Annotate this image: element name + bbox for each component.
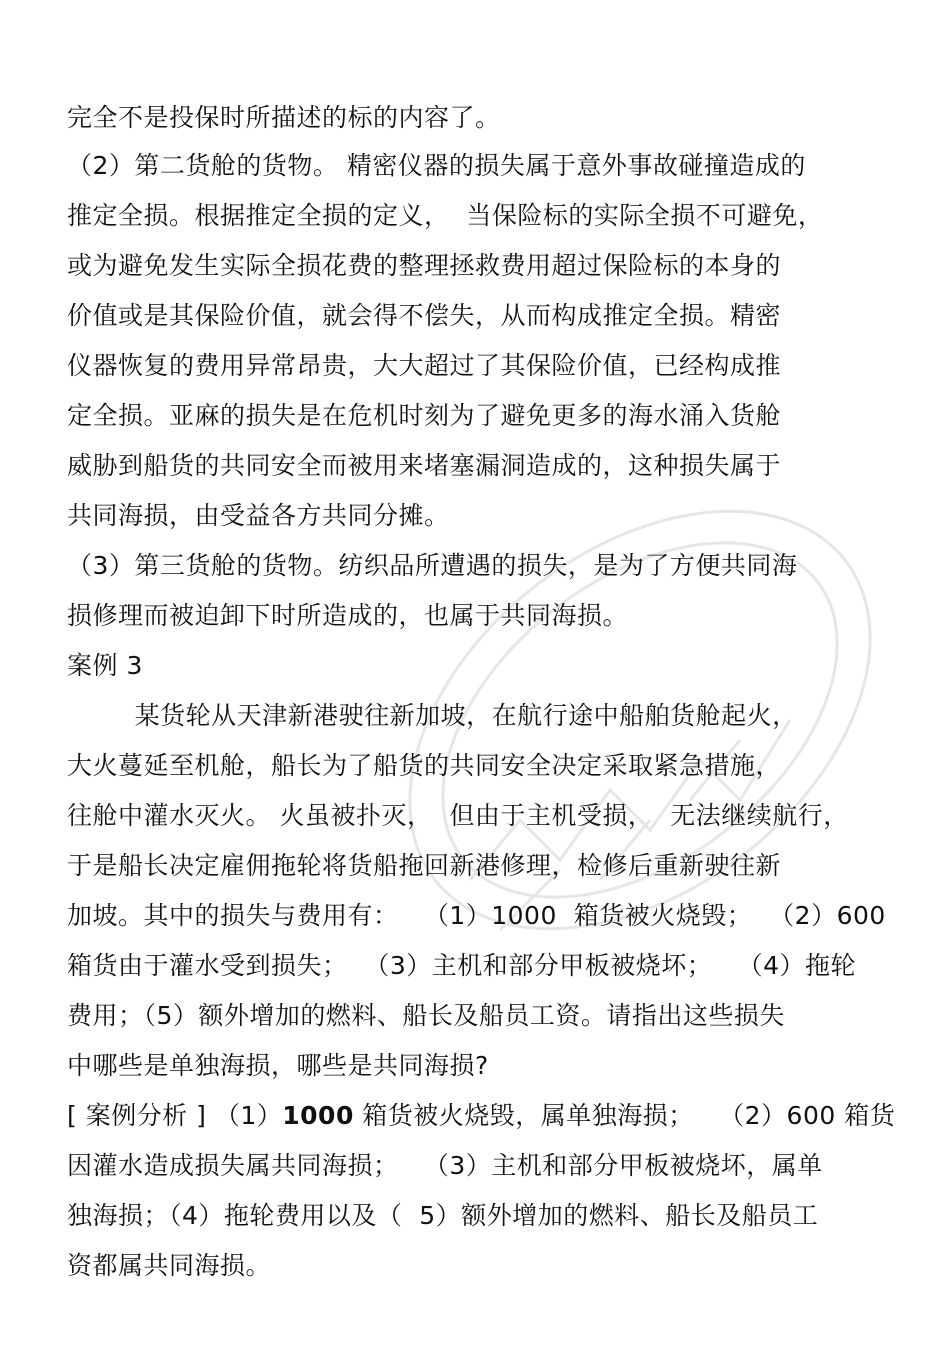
text-line: 共同海损，由受益各方共同分摊。 (67, 501, 450, 530)
analysis-bold-number: 1000 (282, 1101, 354, 1130)
text-line: 或为避免发生实际全损花费的整理拯救费用超过保险标的本身的 (67, 251, 782, 280)
text-line: 往舱中灌水灭火。 火虽被扑灭， 但由于主机受损， 无法继续航行， (67, 801, 849, 830)
text-line: 推定全损。根据推定全损的定义， 当保险标的实际全损不可避免， (67, 201, 824, 230)
text-line: 于是船长决定雇佣拖轮将货船拖回新港修理，检修后重新驶往新 (67, 851, 782, 880)
text-line: 仪器恢复的费用异常昂贵，大大超过了其保险价值，已经构成推 (67, 351, 782, 380)
text-line: 损修理而被迫卸下时所造成的，也属于共同海损。 (67, 601, 629, 630)
text-line: 箱货由于灌水受到损失； （3）主机和部分甲板被烧坏； （4）拖轮 (67, 951, 857, 980)
text-line: （2）第二货舱的货物。 精密仪器的损失属于意外事故碰撞造成的 (67, 151, 806, 180)
text-line: 加坡。其中的损失与费用有： （1）1000 箱货被火烧毁； （2）600 (67, 901, 886, 930)
text-line: 完全不是投保时所描述的标的内容了。 (67, 103, 501, 132)
case-heading: 案例 3 (67, 651, 143, 680)
text-line: （3）第三货舱的货物。纺织品所遭遇的损失，是为了方便共同海 (67, 551, 798, 580)
text-line: 中哪些是单独海损，哪些是共同海损? (67, 1051, 489, 1080)
text-line: 因灌水造成损失属共同海损； （3）主机和部分甲板被烧坏，属单 (67, 1151, 823, 1180)
analysis-line (67, 1101, 895, 1131)
text-line: 费用；（5）额外增加的燃料、船长及船员工资。请指出这些损失 (67, 1001, 785, 1030)
text-line: 某货轮从天津新港驶往新加坡，在航行途中船舶货舱起火， (67, 701, 798, 730)
text-line: 大火蔓延至机舱，船长为了船货的共同安全决定采取紧急措施， (67, 751, 782, 780)
text-line: 价值或是其保险价值，就会得不偿失，从而构成推定全损。精密 (67, 301, 782, 330)
analysis-label: [ 案例分析 ] （1） (67, 1101, 283, 1130)
analysis-rest: 箱货被火烧毁，属单独海损； （2）600 箱货 (353, 1101, 896, 1130)
text-line: 威胁到船货的共同安全而被用来堵塞漏洞造成的，这种损失属于 (67, 451, 782, 480)
text-line: 独海损；（4）拖轮费用以及（ 5）额外增加的燃料、船长及船员工 (67, 1201, 819, 1230)
text-line: 资都属共同海损。 (67, 1251, 272, 1280)
text-line: 定全损。亚麻的损失是在危机时刻为了避免更多的海水涌入货舱 (67, 401, 782, 430)
